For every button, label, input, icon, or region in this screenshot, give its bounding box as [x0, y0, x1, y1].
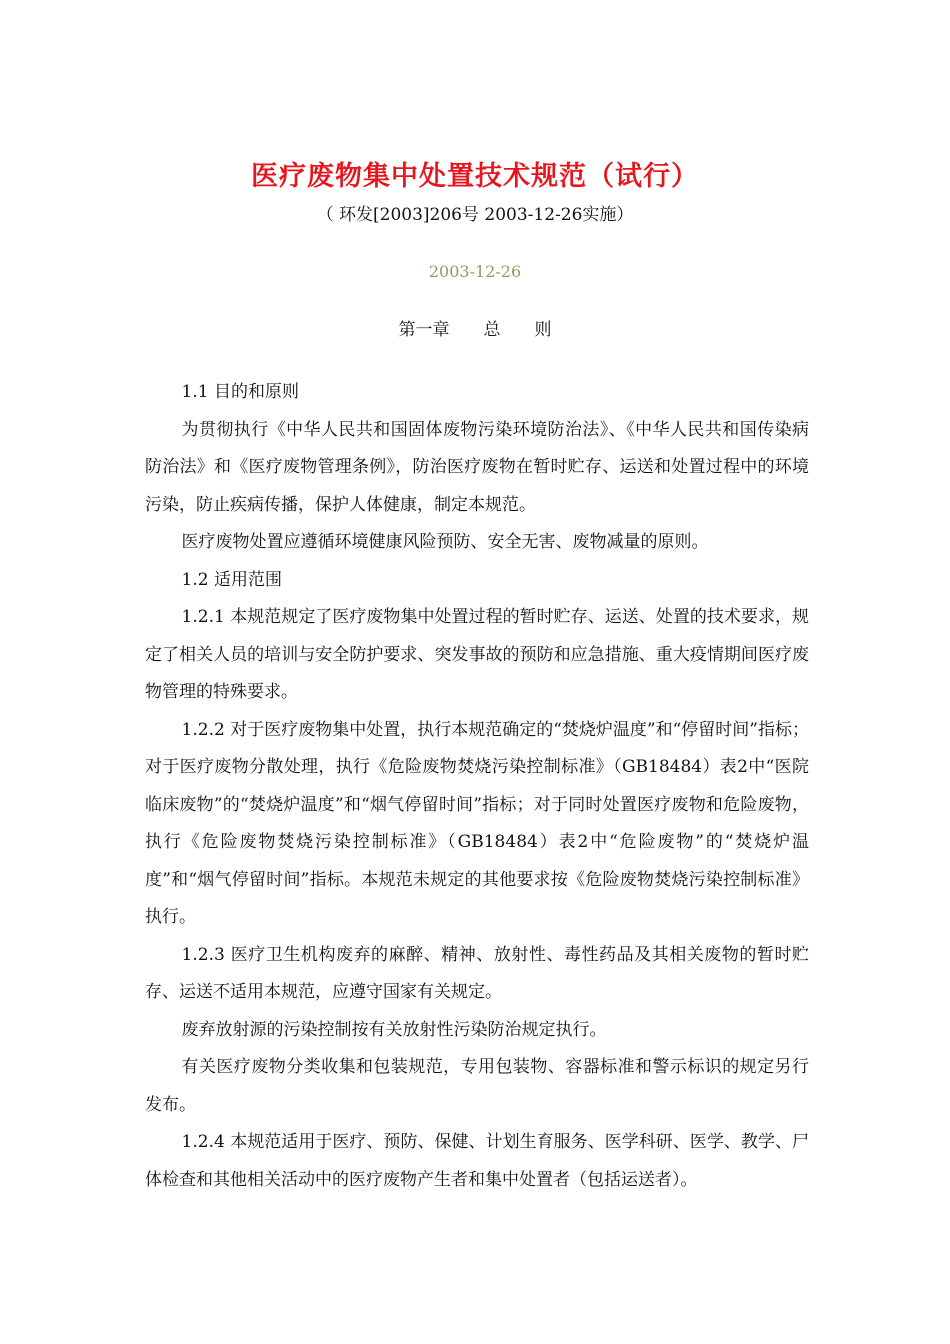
- paragraph: 为贯彻执行《中华人民共和国固体废物污染环境防治法》、《中华人民共和国传染病防治法》和《医疗废物管理条例》，防治医疗废物在暂时贮存、运送和处置过程中的环境污染，防止疾病传播，保护人体健康，制定本规范。: [145, 419, 809, 515]
- paragraph: 1.2.3 医疗卫生机构废弃的麻醉、精神、放射性、毒性药品及其相关废物的暂时贮存、运送不适用本规范，应遵守国家有关规定。: [145, 944, 809, 1002]
- document-subtitle: （ 环发[2003]206号 2003-12-26实施）: [316, 205, 634, 225]
- document-title: 医疗废物集中处置技术规范（试行）: [251, 161, 699, 192]
- paragraph: 医疗废物处置应遵循环境健康风险预防、安全无害、废物减量的原则。: [181, 532, 709, 552]
- chapter-heading: 第一章 总 则: [398, 320, 552, 340]
- document-body: [145, 374, 809, 1199]
- paragraph: 废弃放射源的污染控制按有关放射性污染防治规定执行。: [181, 1019, 607, 1040]
- paragraph: 1.2.2 对于医疗废物集中处置，执行本规范确定的“焚烧炉温度”和“停留时间”指标；对于医疗废物分散处理，执行《危险废物焚烧污染控制标准》（GB18484）表2中“医院临床废物”的“焚烧炉温度”和“烟气停留时间”指标；对于同时处置医疗废物和危险废物，执行《危险废物焚烧污染控制标准》（GB18484）表2中“危险废物”的“焚烧炉温度”和“烟气停留时间”指标。本规范未规定的其他要求按《危险废物焚烧污染控制标准》执行。: [145, 719, 809, 927]
- paragraph: 1.2.4 本规范适用于医疗、预防、保健、计划生育服务、医学科研、医学、教学、尸体检查和其他相关活动中的医疗废物产生者和集中处置者（包括运送者）。: [145, 1132, 809, 1190]
- paragraph: 有关医疗废物分类收集和包装规范，专用包装物、容器标准和警示标识的规定另行发布。: [145, 1057, 809, 1115]
- publish-date: 2003-12-26: [428, 262, 522, 281]
- section-heading-1-1: 1.1 目的和原则: [181, 382, 299, 402]
- paragraph: 1.2.1 本规范规定了医疗废物集中处置过程的暂时贮存、运送、处置的技术要求，规定了相关人员的培训与安全防护要求、突发事故的预防和应急措施、重大疫情期间医疗废物管理的特殊要求。: [145, 607, 809, 702]
- section-heading-1-2: 1.2 适用范围: [181, 569, 282, 590]
